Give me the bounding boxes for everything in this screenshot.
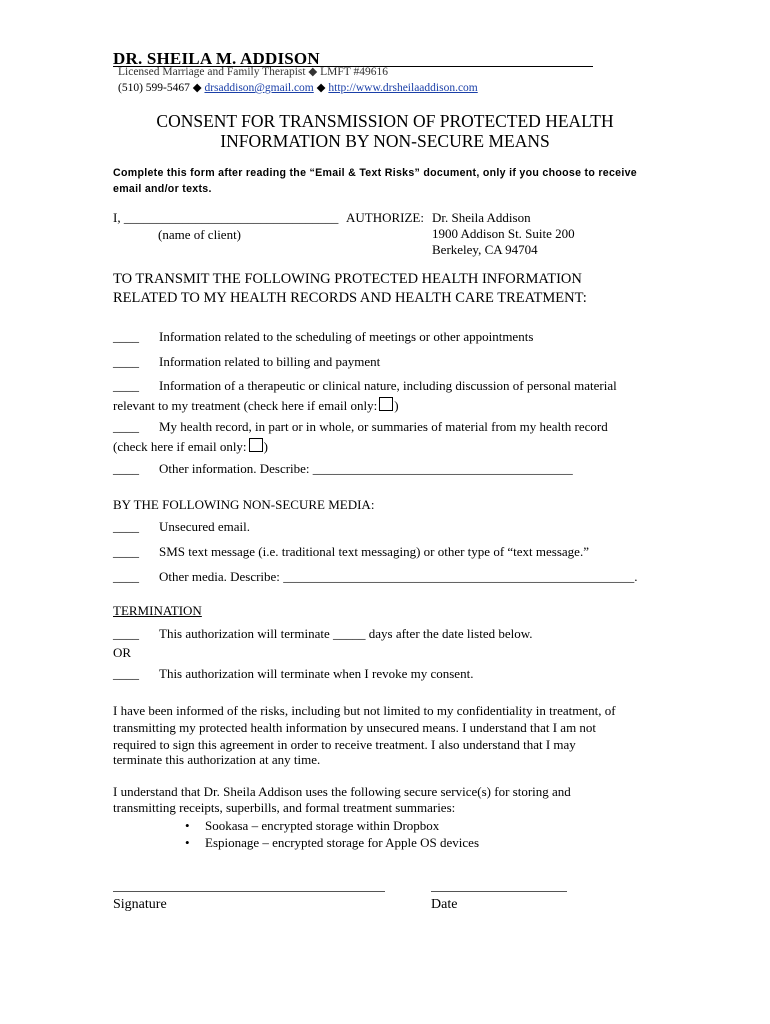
media-email-label: Unsecured email. [159,519,250,534]
phi-billing-label: Information related to billing and payment [159,354,381,369]
risks-line4: terminate this authorization at any time. [113,752,321,767]
secure-service-item: Sookasa – encrypted storage within Dropbox [205,818,440,833]
termination-or: OR [113,645,132,660]
phi-record-line2 [113,438,268,455]
phi-heading-line2: RELATED TO MY HEALTH RECORDS AND HEALTH CARE TREATMENT: [113,290,587,306]
client-name-blank[interactable]: _________________________________ [123,210,339,225]
phi-scheduling-label: Information related to the scheduling of meetings or other appointments [159,329,534,344]
termination-revoke-checkbox[interactable]: ____ [113,666,139,681]
phi-scheduling-checkbox[interactable]: ____ [113,329,139,344]
letterhead-phone: (510) 599-5467 ◆ [118,82,202,94]
provider-address1: 1900 Addison St. Suite 200 [432,226,575,241]
authorize-label: AUTHORIZE: [346,210,424,225]
phi-therapeutic-line2-text: relevant to my treatment (check here if email only: [113,398,378,413]
phi-other-blank[interactable]: ________________________________________ [312,461,573,476]
media-sms-label: SMS text message (i.e. traditional text messaging) or other type of “text message.” [159,544,589,559]
client-name-field[interactable] [113,210,338,226]
phi-therapeutic-label: Information of a therapeutic or clinical nature, including discussion of personal material [159,378,617,393]
secure-service-item: Espionage – encrypted storage for Apple OS devices [205,835,480,850]
risks-line2: transmitting my protected health information by unsecured means. I understand that I am not [113,720,597,735]
close-paren: ) [394,398,399,413]
risks-line1: I have been informed of the risks, including but not limited to my confidentiality in treatment, of [113,703,616,718]
phi-record-label: My health record, in part or in whole, or summaries of material from my health record [159,419,608,434]
secure-line2: transmitting receipts, superbills, and formal treatment summaries: [113,800,456,815]
media-sms-checkbox[interactable]: ____ [113,544,139,559]
media-heading: BY THE FOLLOWING NON-SECURE MEDIA: [113,497,375,512]
form-title-line1: CONSENT FOR TRANSMISSION OF PROTECTED HEALTH [156,111,614,131]
phi-other-field[interactable] [159,461,573,477]
i-prefix: I, [113,210,121,225]
bullet-icon: • [185,835,190,850]
letterhead-separator: ◆ [316,82,326,94]
risks-line3: required to sign this agreement in order to receive treatment. I also understand that I may [113,737,576,752]
date-label: Date [431,897,458,912]
email-only-checkbox-record[interactable] [249,438,263,452]
phi-therapeutic-checkbox[interactable]: ____ [113,378,139,393]
phi-record-checkbox[interactable]: ____ [113,419,139,434]
letterhead-name: DR. SHEILA M. ADDISON [113,49,320,68]
media-other-field[interactable] [159,569,637,585]
phi-record-line2-text: (check here if email only: [113,439,247,454]
instructions-line1: Complete this form after reading the “Email & Text Risks” document, only if you choose to receive [113,167,637,179]
termination-days-checkbox[interactable]: ____ [113,626,139,641]
media-other-checkbox[interactable]: ____ [113,569,139,584]
letterhead-website-link[interactable]: http://www.drsheilaaddison.com [328,82,478,94]
phi-other-checkbox[interactable]: ____ [113,461,139,476]
bullet-icon: • [185,818,190,833]
media-other-label: Other media. Describe: [159,569,280,584]
date-line[interactable] [431,891,567,892]
secure-line1: I understand that Dr. Sheila Addison uses the following secure service(s) for storing and [113,784,571,799]
letterhead-email-link[interactable]: drsaddison@gmail.com [204,82,314,94]
email-only-checkbox-therapeutic[interactable] [379,397,393,411]
termination-days-label: This authorization will terminate _____ days after the date listed below. [159,626,533,641]
signature-line[interactable] [113,891,385,892]
letterhead-contact [118,80,478,94]
phi-billing-checkbox[interactable]: ____ [113,354,139,369]
phi-other-label: Other information. Describe: [159,461,310,476]
signature-label: Signature [113,897,167,912]
phi-therapeutic-line2 [113,397,399,414]
form-title-line2: INFORMATION BY NON-SECURE MEANS [220,131,550,151]
provider-address2: Berkeley, CA 94704 [432,242,538,257]
termination-revoke-label: This authorization will terminate when I revoke my consent. [159,666,474,681]
instructions-line2: email and/or texts. [113,183,212,195]
close-paren: ) [263,439,268,454]
media-other-blank[interactable]: ______________________________________________________. [283,569,638,584]
letterhead-credentials: Licensed Marriage and Family Therapist ◆ LMFT #49616 [118,66,388,78]
provider-name: Dr. Sheila Addison [432,210,531,225]
client-name-caption: (name of client) [158,227,242,242]
termination-heading: TERMINATION [113,603,202,618]
phi-heading-line1: TO TRANSMIT THE FOLLOWING PROTECTED HEALTH INFORMATION [113,271,582,287]
media-email-checkbox[interactable]: ____ [113,519,139,534]
